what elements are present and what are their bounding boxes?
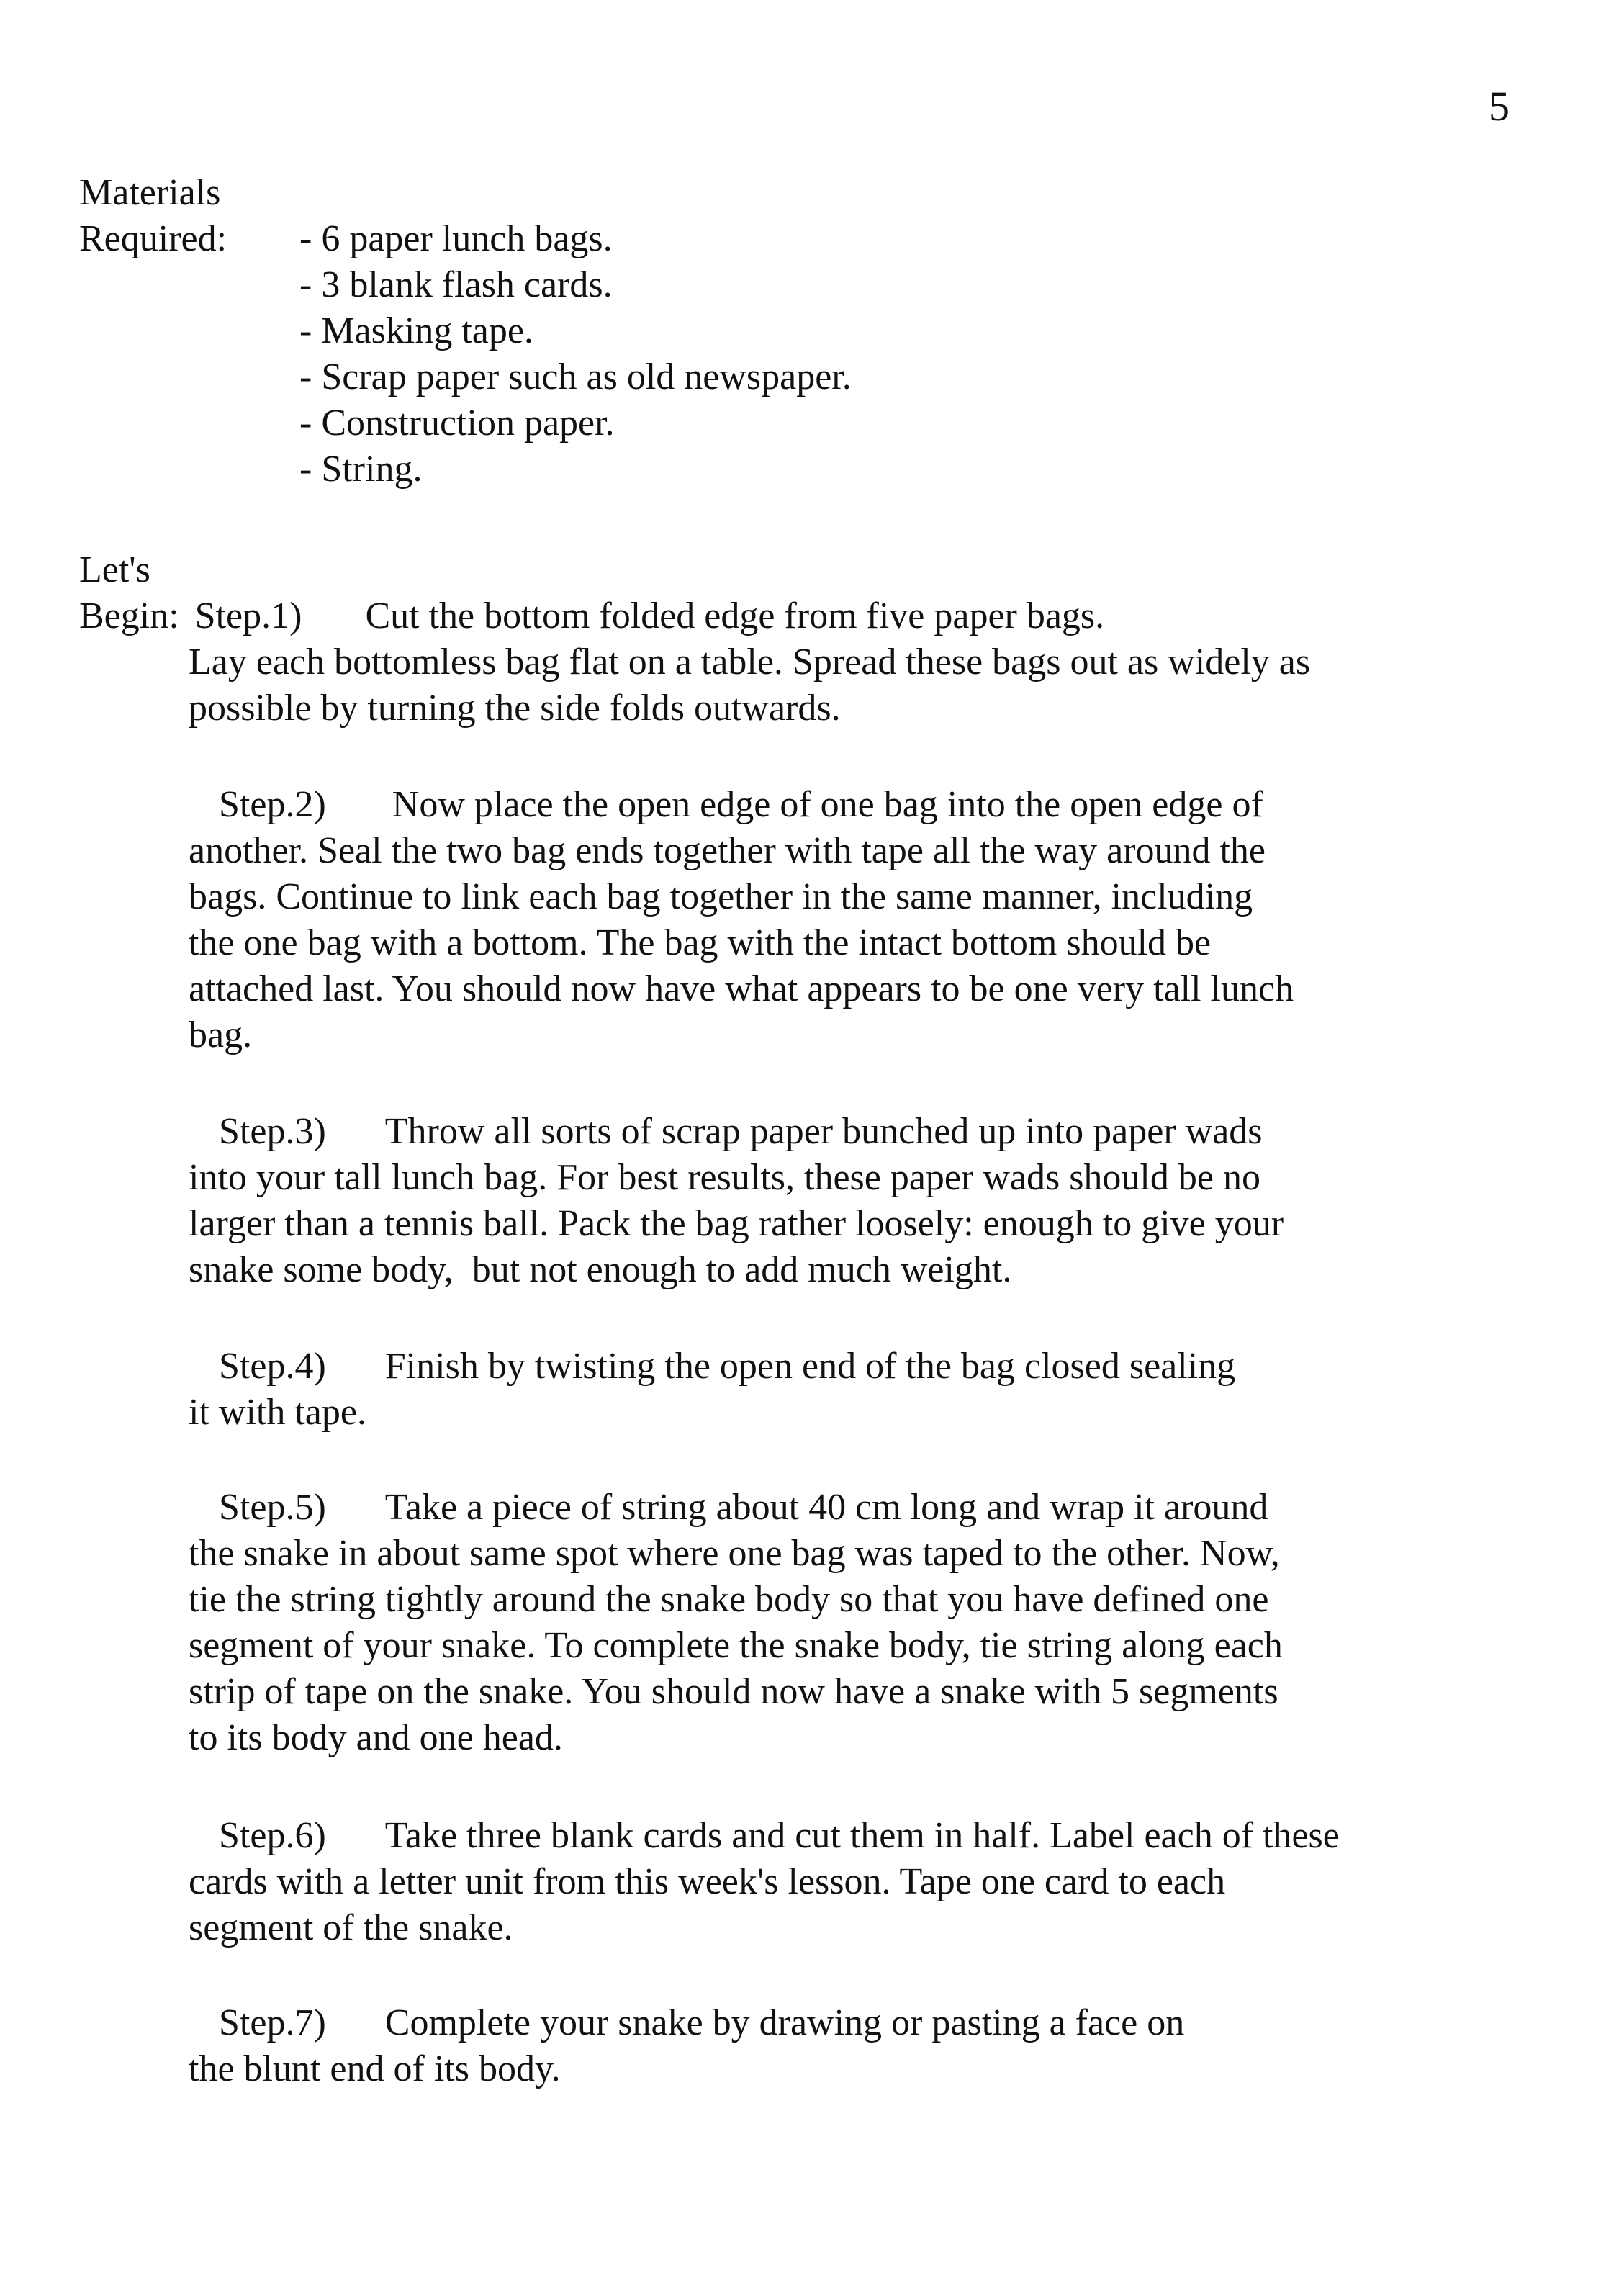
materials-label-line2: Required: <box>79 218 227 259</box>
step-first-line: Now place the open edge of one bag into the open edge of <box>392 784 1263 825</box>
step-7 <box>189 2000 1484 2092</box>
step-7-head <box>189 2000 1484 2046</box>
step-line: the one bag with a bottom. The bag with the intact bottom should be <box>189 922 1212 963</box>
list-item: - Construction paper. <box>299 402 615 444</box>
step-4 <box>189 1343 1484 1436</box>
materials-label-line1: Materials <box>79 172 221 213</box>
step-body <box>189 1859 1484 1951</box>
step-line: larger than a tennis ball. Pack the bag rather loosely: enough to give your <box>189 1203 1284 1244</box>
step-3 <box>189 1109 1484 1293</box>
step-first-line: Take three blank cards and cut them in half. Label each of these <box>384 1815 1340 1856</box>
begin-label-line2: Begin: <box>79 595 179 636</box>
step-line: it with tape. <box>189 1392 366 1433</box>
step-number: Step.4) <box>219 1346 326 1387</box>
step-first-line: Complete your snake by drawing or pasting a face on <box>384 2002 1185 2043</box>
step-line: possible by turning the side folds outwards. <box>189 688 841 729</box>
step-line: Lay each bottomless bag flat on a table. Spread these bags out as widely as <box>189 641 1311 683</box>
step-2 <box>189 782 1484 1058</box>
step-line: the blunt end of its body. <box>189 2048 561 2089</box>
step-line: segment of the snake. <box>189 1907 513 1948</box>
list-item: - Scrap paper such as old newspaper. <box>299 356 852 397</box>
step-first-line: Throw all sorts of scrap paper bunched up into paper wads <box>384 1111 1263 1152</box>
step-number: Step.3) <box>219 1111 326 1152</box>
step-first-line: Take a piece of string about 40 cm long and wrap it around <box>384 1487 1268 1528</box>
list-item: - String. <box>299 449 423 490</box>
step-line: bag. <box>189 1014 253 1055</box>
step-first-line: Finish by twisting the open end of the bag closed sealing <box>384 1346 1236 1387</box>
step-line: another. Seal the two bag ends together with tape all the way around the <box>189 830 1266 871</box>
list-item: - Masking tape. <box>299 310 533 351</box>
step-body <box>189 2046 1484 2092</box>
materials-label <box>79 170 295 262</box>
step-body <box>79 639 1375 731</box>
step-3-head <box>189 1109 1484 1155</box>
list-item: - 3 blank flash cards. <box>299 264 613 305</box>
step-6-head <box>189 1813 1484 1859</box>
step-1-head <box>79 593 1375 639</box>
step-6 <box>189 1813 1484 1951</box>
step-number: Step.5) <box>219 1487 326 1528</box>
step-body <box>189 828 1484 1058</box>
step-body <box>189 1531 1484 1761</box>
begin-label <box>79 547 150 593</box>
step-number: Step.7) <box>219 2002 326 2043</box>
step-number: Step.2) <box>219 784 326 825</box>
begin-label-line1: Let's <box>79 549 150 590</box>
step-line: strip of tape on the snake. You should now have a snake with 5 segments <box>189 1671 1278 1712</box>
page-number: 5 <box>1489 83 1510 130</box>
step-body <box>189 1390 1484 1436</box>
step-line: segment of your snake. To complete the snake body, tie string along each <box>189 1625 1283 1666</box>
step-5 <box>189 1485 1484 1761</box>
step-line: cards with a letter unit from this week's lesson. Tape one card to each <box>189 1861 1226 1902</box>
step-line: bags. Continue to link each bag together in the same manner, including <box>189 876 1253 917</box>
step-line: the snake in about same spot where one bag was taped to the other. Now, <box>189 1533 1280 1574</box>
step-line: attached last. You should now have what appears to be one very tall lunch <box>189 968 1294 1009</box>
step-number: Step.1) <box>194 595 302 636</box>
step-4-head <box>189 1343 1484 1390</box>
step-line: into your tall lunch bag. For best results, these paper wads should be no <box>189 1157 1260 1198</box>
step-1 <box>79 593 1375 731</box>
step-number: Step.6) <box>219 1815 326 1856</box>
step-body <box>189 1155 1484 1293</box>
step-2-head <box>189 782 1484 828</box>
step-line: to its body and one head. <box>189 1717 563 1758</box>
materials-list <box>299 216 852 492</box>
step-line: tie the string tightly around the snake body so that you have defined one <box>189 1579 1269 1620</box>
step-first-line: Cut the bottom folded edge from five paper bags. <box>365 595 1105 636</box>
list-item: - 6 paper lunch bags. <box>299 218 613 259</box>
step-5-head <box>189 1485 1484 1531</box>
step-line: snake some body, but not enough to add much weight. <box>189 1249 1012 1290</box>
